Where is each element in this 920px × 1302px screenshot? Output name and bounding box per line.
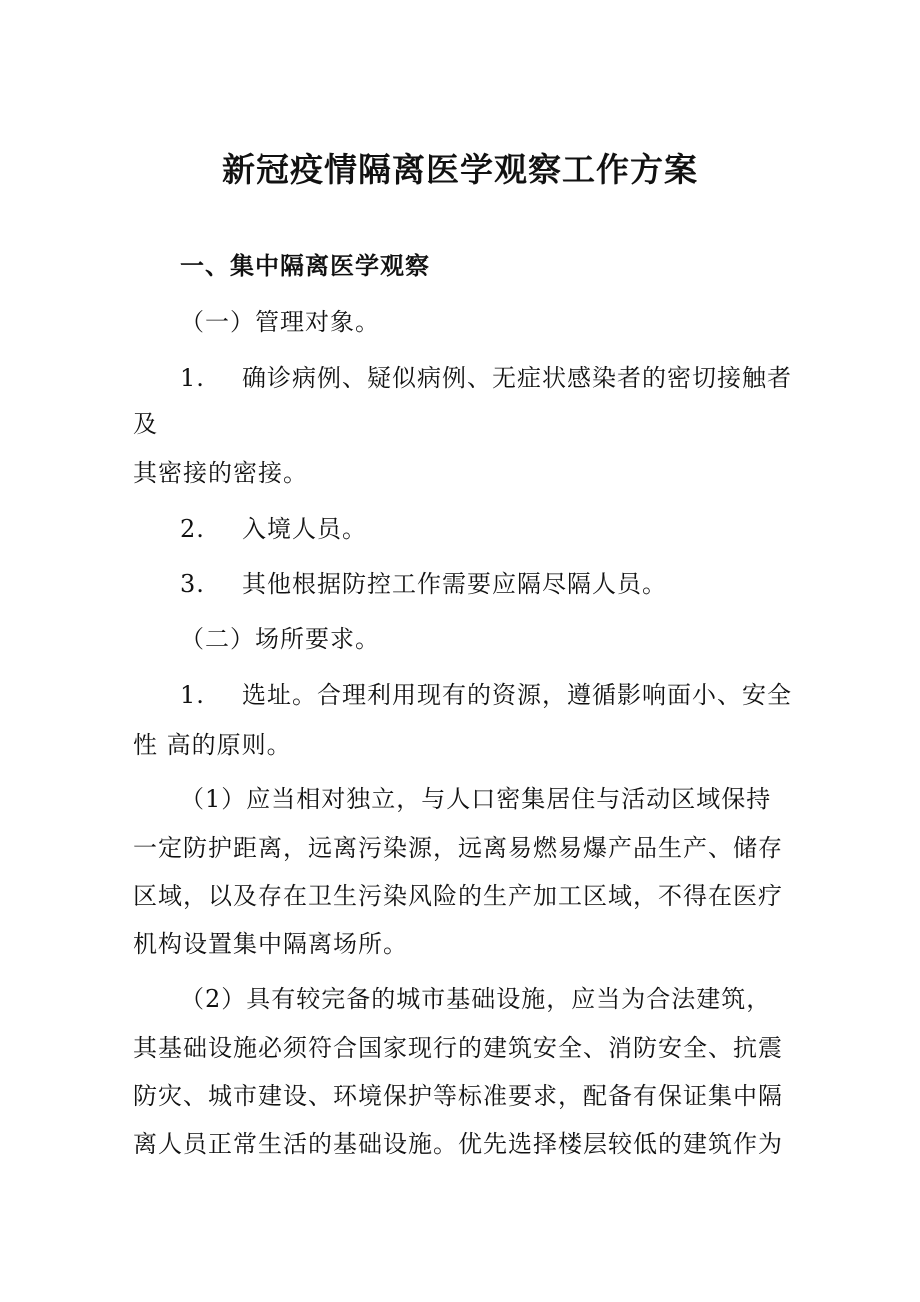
item-text: 选址。合理利用现有的资源，遵循影响面小、安全	[242, 681, 792, 709]
list-item	[180, 514, 367, 544]
paragraph-line: 性 高的原则。	[133, 731, 292, 759]
item-number: 2.	[180, 515, 205, 543]
item-text: 确诊病例、疑似病例、无症状感染者的密切接触者	[242, 364, 792, 392]
paragraph-line: 其密接的密接。	[133, 459, 308, 487]
paragraph-line: 一定防护距离，远离污染源，远离易燃易爆产品生产、储存	[133, 834, 783, 862]
paragraph-line: 其基础设施必须符合国家现行的建筑安全、消防安全、抗震	[133, 1034, 783, 1062]
item-number: 1.	[180, 364, 205, 392]
item-number: 3.	[180, 570, 205, 598]
paragraph-line: 及	[133, 410, 158, 438]
paragraph-line: 离人员正常生活的基础设施。优先选择楼层较低的建筑作为	[133, 1130, 783, 1158]
paragraph-line: 机构设置集中隔离场所。	[133, 930, 408, 958]
paragraph-line: （2）具有较完备的城市基础设施，应当为合法建筑，	[180, 985, 772, 1013]
list-item	[180, 363, 792, 393]
list-item	[180, 680, 792, 710]
item-number: 1.	[180, 681, 205, 709]
subsection-heading: （二）场所要求。	[180, 625, 380, 653]
paragraph-line: 区域，以及存在卫生污染风险的生产加工区域，不得在医疗	[133, 882, 783, 910]
document-title: 新冠疫情隔离医学观察工作方案	[222, 150, 698, 189]
subsection-heading: （一）管理对象。	[180, 308, 380, 336]
item-text: 其他根据防控工作需要应隔尽隔人员。	[242, 570, 667, 598]
list-item	[180, 569, 667, 599]
paragraph-line: 防灾、城市建设、环境保护等标准要求，配备有保证集中隔	[133, 1082, 783, 1110]
paragraph-line: （1）应当相对独立，与人口密集居住与活动区域保持	[180, 785, 772, 813]
section-heading: 一、集中隔离医学观察	[180, 252, 430, 280]
item-text: 入境人员。	[242, 515, 367, 543]
